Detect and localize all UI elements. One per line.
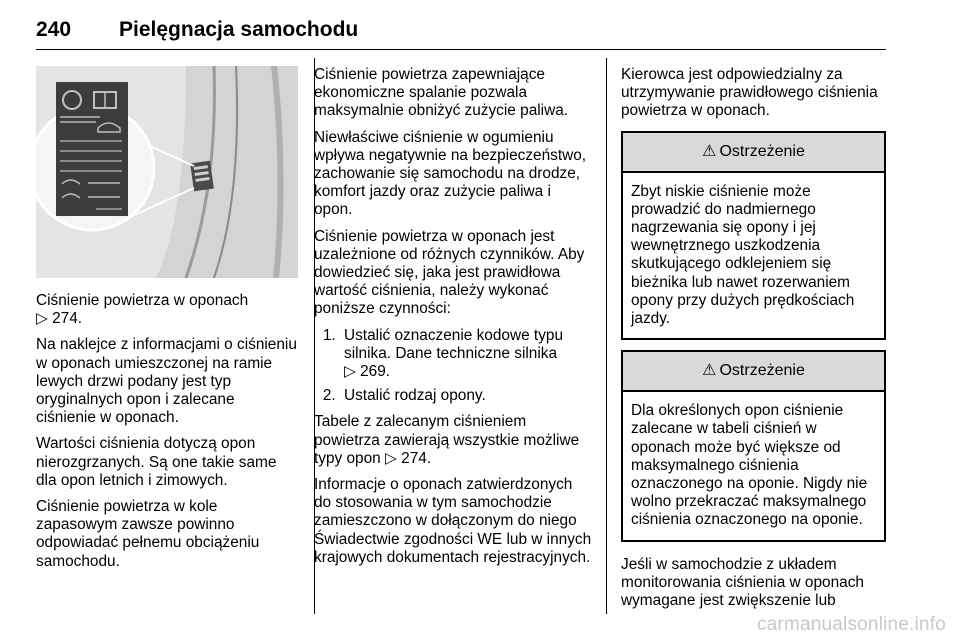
ref-arrow-icon: ▷ bbox=[344, 363, 356, 381]
column-right bbox=[621, 66, 886, 618]
paragraph-pressure-tables: Tabele z zalecanym ciśnieniem powietrza zawierają wszystkie możliwe typy opon ▷ 274. bbox=[314, 413, 580, 467]
warning-title: Ostrzeżenie bbox=[719, 362, 805, 380]
header-rule bbox=[36, 49, 886, 50]
paragraph-economy: Ciśnienie powietrza zapewniające ekonomiczne spalanie pozwala maksymalnie obniżyć zużycie paliwa. bbox=[314, 66, 569, 120]
column-middle bbox=[314, 66, 592, 575]
page-header bbox=[36, 6, 886, 50]
paragraph-sticker-info: Na naklejce z informacjami o ciśnieniu w oponach umieszczonej na ramie lewych drzwi podany jest typ oryginalnych opon i zalecane ciśnienie w oponach. bbox=[36, 336, 297, 427]
warning-box-2 bbox=[621, 350, 886, 541]
paragraph-tire-approval: Informacje o oponach zatwierdzonych do stosowania w tym samochodzie zamieszczono w dołączonym do niego Świadectwie zgodności WE lub w innych krajowych dokumentach rejestracyjnych. bbox=[314, 476, 592, 566]
tire-pressure-label-illustration bbox=[36, 66, 298, 278]
warning-triangle-icon: ⚠ bbox=[702, 362, 717, 380]
paragraph-cold-tires: Wartości ciśnienia dotyczą opon nierozgrzanych. Są one takie same dla opon letnich i zimowych. bbox=[36, 435, 277, 489]
paragraph-spare-wheel: Ciśnienie powietrza w kole zapasowym zawsze powinno odpowiadać pełnemu obciążeniu samochodu. bbox=[36, 498, 260, 570]
page-number: 240 bbox=[36, 18, 72, 41]
steps-list bbox=[314, 327, 592, 406]
warning-body: Dla określonych opon ciśnienie zalecane w tabeli ciśnień w oponach może być większe od maksymalnego ciśnienia oznaczonego na oponie. Nigdy nie wolno przekraczać maksymalnego ciśnienia oznaczonego na oponie. bbox=[631, 402, 868, 529]
list-item: 1. Ustalić oznaczenie kodowe typu silnika. Dane techniczne silnika ▷ 269. bbox=[340, 327, 592, 382]
warning-header bbox=[623, 352, 884, 392]
column-divider-2 bbox=[606, 58, 607, 614]
ref-arrow-icon: ▷ bbox=[385, 449, 397, 467]
warning-box-1 bbox=[621, 131, 886, 341]
paragraph-incorrect-pressure: Niewłaściwe ciśnienie w ogumieniu wpływa negatywnie na bezpieczeństwo, zachowanie się samochodu na drodze, komfort jazdy oraz zużycie paliwa i opon. bbox=[314, 128, 587, 219]
ref-arrow-icon: ▷ bbox=[36, 310, 48, 328]
warning-body: Zbyt niskie ciśnienie może prowadzić do nadmiernego nagrzewania się opony i jej wewnętrznego uszkodzenia skutkującego odklejeniem się bieżnika lub nawet rozerwaniem opony przy dużych prędkościach jazdy. bbox=[631, 182, 855, 328]
page-title: Pielęgnacja samochodu bbox=[119, 18, 359, 41]
tire-pressure-label-photo bbox=[36, 66, 298, 278]
page-ref-link[interactable]: 274. bbox=[401, 449, 432, 467]
column-left bbox=[36, 292, 298, 579]
page-ref-link[interactable]: 274. bbox=[52, 310, 83, 328]
watermark: carmanualsonline.info bbox=[756, 614, 946, 635]
paragraph-tire-pressure-ref: Ciśnienie powietrza w oponach ▷ 274. bbox=[36, 292, 249, 328]
warning-triangle-icon: ⚠ bbox=[702, 142, 717, 160]
warning-header bbox=[623, 133, 884, 173]
paragraph-driver-responsibility: Kierowca jest odpowiedzialny za utrzymywanie prawidłowego ciśnienia powietrza w oponach. bbox=[621, 66, 878, 120]
page-ref-link[interactable]: 269. bbox=[360, 363, 391, 381]
warning-title: Ostrzeżenie bbox=[719, 142, 805, 160]
paragraph-factors: Ciśnienie powietrza w oponach jest uzależnione od różnych czynników. Aby dowiedzieć się, jaka jest prawidłowa wartość ciśnienia, należy wykonać poniższe czynności: bbox=[314, 227, 585, 318]
list-item: 2. Ustalić rodzaj opony. bbox=[340, 387, 592, 405]
paragraph-tpms: Jeśli w samochodzie z układem monitorowania ciśnienia w oponach wymagane jest zwiększenie lub bbox=[621, 555, 864, 610]
